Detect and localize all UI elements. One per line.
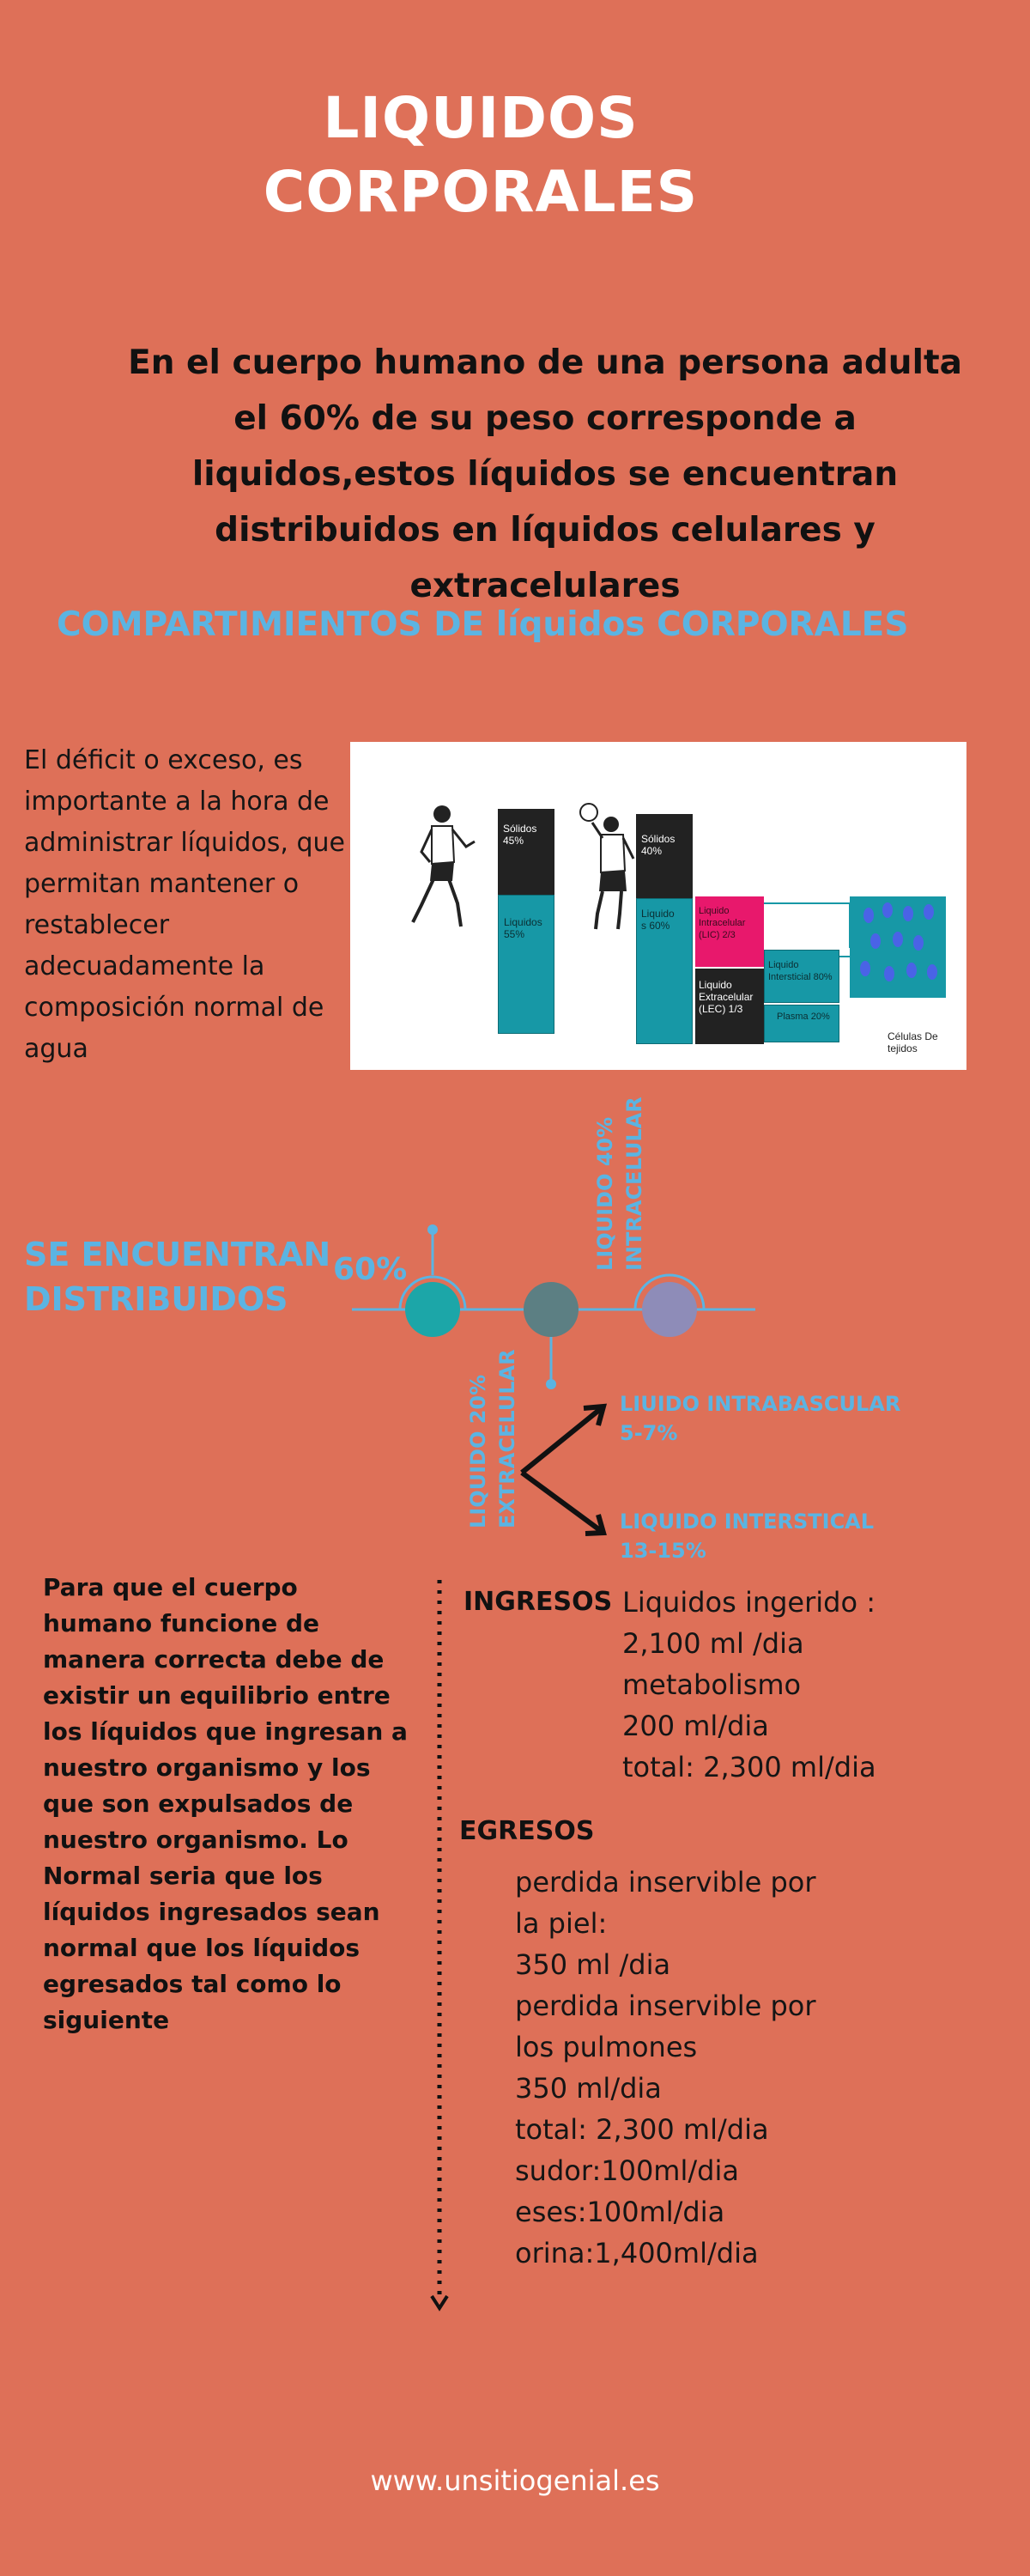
egresos-line: 350 ml /dia bbox=[515, 1948, 671, 1981]
title-line-1: LIQUIDOS bbox=[323, 85, 639, 151]
intracellular-vertical-line-2: INTRACELULAR bbox=[622, 1097, 646, 1271]
distribution-heading bbox=[24, 1232, 330, 1321]
distribution-heading-line-2: DISTRIBUIDOS bbox=[24, 1280, 288, 1318]
egresos-line: 350 ml/dia bbox=[515, 2072, 662, 2105]
solids-40-label: Sólidos 40% bbox=[641, 833, 676, 857]
intravascular-line-2: 5-7% bbox=[620, 1421, 678, 1445]
percent-60: 60% bbox=[333, 1252, 408, 1287]
extracellular-vertical-line-1: LIQUIDO 20% bbox=[466, 1374, 490, 1528]
intravascular-line-1: LIUIDO INTRABASCULAR bbox=[620, 1392, 901, 1416]
title-line-2: CORPORALES bbox=[263, 159, 699, 225]
dotted-arrow bbox=[429, 1580, 450, 2318]
interstitial-line-1: LIQUIDO INTERSTICAL bbox=[620, 1510, 875, 1534]
interstitial-label: Liquido Intersticial 80% bbox=[768, 960, 833, 982]
intracellular-vertical-line-1: LIQUIDO 40% bbox=[593, 1116, 617, 1271]
page-title bbox=[0, 82, 961, 229]
plasma-label: Plasma 20% bbox=[777, 1012, 830, 1022]
egresos-line: eses:100ml/dia bbox=[515, 2196, 725, 2228]
liquids-60-bar bbox=[636, 898, 693, 1044]
distribution-diagram bbox=[343, 1125, 790, 1571]
ingresos-line: 200 ml/dia bbox=[622, 1710, 769, 1742]
liquids-55-bar bbox=[498, 895, 554, 1034]
intracellular-label: Liquido Intracelular (LIC) 2/3 bbox=[699, 906, 746, 940]
egresos-line: perdida inservible por bbox=[515, 1990, 816, 2022]
intravascular-label bbox=[620, 1389, 900, 1448]
ingresos-line: total: 2,300 ml/dia bbox=[622, 1751, 876, 1783]
egresos-line: los pulmones bbox=[515, 2031, 698, 2063]
ingresos-line: 2,100 ml /dia bbox=[622, 1627, 804, 1660]
node-intracellular bbox=[642, 1282, 697, 1337]
egresos-line: la piel: bbox=[515, 1907, 608, 1940]
solids-40-bar bbox=[636, 814, 693, 898]
interstitial-line-2: 13-15% bbox=[620, 1539, 706, 1563]
extracellular-vertical-label bbox=[464, 1349, 522, 1528]
node-60 bbox=[405, 1282, 460, 1337]
egresos-label: EGRESOS bbox=[459, 1816, 595, 1846]
extracellular-vertical-line-2: EXTRACELULAR bbox=[495, 1349, 519, 1528]
extracellular-label: Liquido Extracelular (LEC) 1/3 bbox=[699, 979, 754, 1015]
deficit-text: El déficit o exceso, es importante a la hora de administrar líquidos, que permitan mantener o restablecer adecuadamente la composición normal de agua bbox=[24, 745, 345, 1064]
egresos-line: orina:1,400ml/dia bbox=[515, 2237, 759, 2269]
egresos-line: perdida inservible por bbox=[515, 1866, 816, 1899]
footer-url[interactable]: www.unsitiogenial.es bbox=[370, 2464, 660, 2497]
intro-text: En el cuerpo humano de una persona adulta el 60% de su peso corresponde a liquidos,estos líquidos se encuentran distribuidos en líquidos celulares y extracelulares bbox=[128, 343, 962, 605]
ingresos-line: Liquidos ingerido : bbox=[622, 1586, 876, 1619]
ingresos-line: metabolismo bbox=[622, 1668, 802, 1701]
distribution-heading-line-1: SE ENCUENTRAN bbox=[24, 1236, 331, 1273]
intracellular-box bbox=[695, 896, 764, 967]
section-title: COMPARTIMIENTOS DE líquidos CORPORALES bbox=[57, 605, 909, 644]
cells-box bbox=[850, 896, 946, 998]
balance-text: Para que el cuerpo humano funcione de manera correcta debe de existir un equilibrio entre los líquidos que ingresan a nuestro organismo y los que son expulsados de nuestro organismo. Lo Normal seria que los líquidos ingresados sean normal que los líquidos egresados tal como lo siguiente bbox=[43, 1573, 408, 2034]
ingresos-label: INGRESOS bbox=[464, 1587, 613, 1617]
runner-illustration bbox=[397, 802, 483, 931]
egresos-values bbox=[515, 1862, 816, 2274]
plasma-box bbox=[764, 1005, 839, 1042]
cells-label: Células De tejidos bbox=[888, 1030, 938, 1054]
egresos-line: sudor:100ml/dia bbox=[515, 2154, 739, 2187]
extracellular-box bbox=[695, 969, 764, 1044]
solids-45-label: Sólidos 45% bbox=[503, 823, 537, 847]
egresos-line: total: 2,300 ml/dia bbox=[515, 2113, 769, 2146]
interstitial-label bbox=[620, 1507, 874, 1565]
cells-drawing bbox=[850, 896, 946, 998]
ingresos-values bbox=[622, 1582, 876, 1788]
compartments-figure bbox=[350, 742, 966, 1070]
solids-45-bar bbox=[498, 809, 554, 895]
intracellular-vertical-label bbox=[591, 1097, 649, 1271]
node-extracellular bbox=[524, 1282, 579, 1337]
liquids-60-label: Liquido s 60% bbox=[641, 908, 675, 932]
liquids-55-label: Liquidos 55% bbox=[504, 916, 542, 940]
